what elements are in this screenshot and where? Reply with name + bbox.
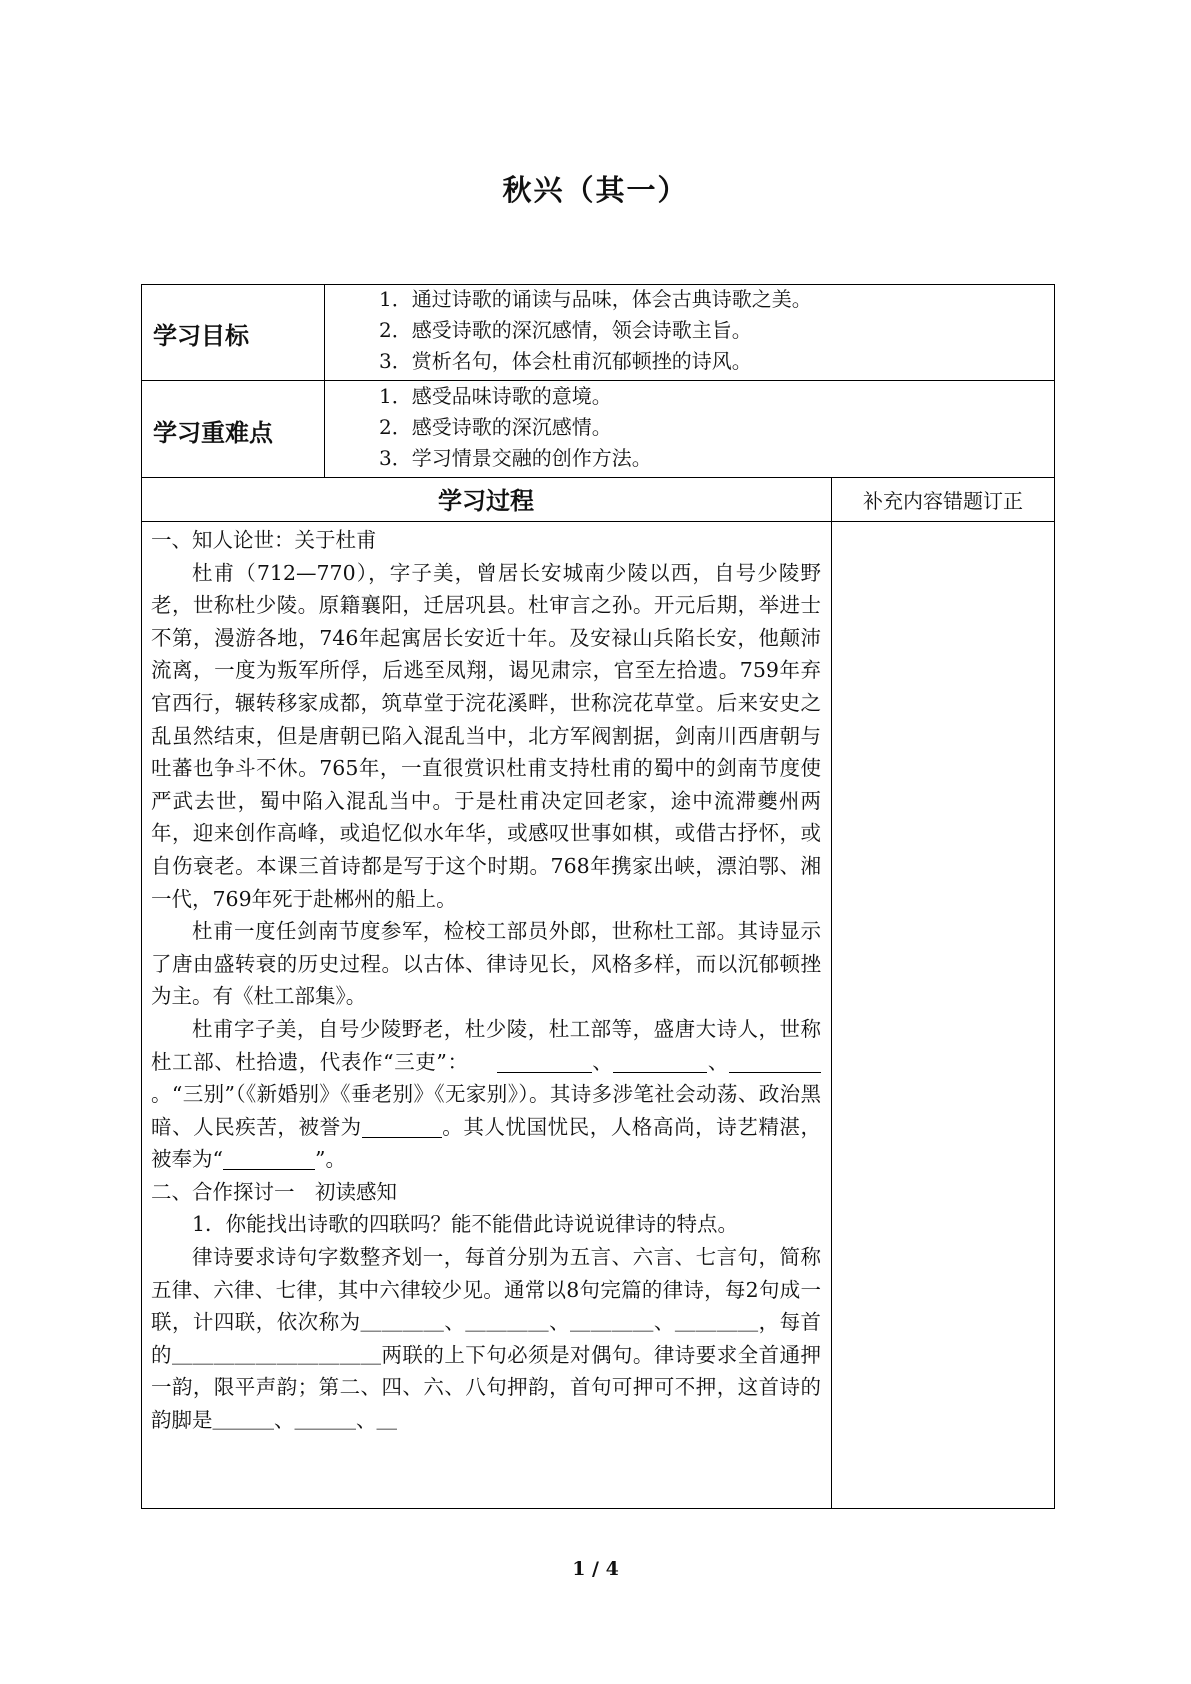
key-point-item: 3．学习情景交融的创作方法。 [379,446,652,470]
paragraph-text: 杜甫字子美，自号少陵野老，杜少陵，杜工部等，盛唐大诗人，世称杜工部、杜拾遗，代表作“三吏”： [151,1016,821,1074]
answer-blank[interactable]: ＿＿＿＿ [570,1310,654,1335]
answer-blank[interactable] [497,1050,592,1073]
separator: 、 [274,1408,295,1433]
objectives-label: 学习目标 [153,322,249,350]
answer-blank[interactable]: ＿ [376,1408,397,1433]
table-divider [141,477,1055,478]
separator: 、 [707,1049,729,1074]
table-divider [141,521,1055,522]
fill-in-paragraph [151,1241,821,1437]
paragraph-text: 。“三别”（《新婚别》《垂老别》《无家别》）。其诗多涉笔社会动荡、政治黑暗、人民疾苦，被誉为 [151,1082,821,1139]
paragraph-text: 两联的上下句必须是对偶句。律诗要求全首通押一韵，限平声韵；第二、四、六、八句押韵，首句可押可不押，这首诗的韵脚是 [151,1342,821,1433]
answer-blank[interactable]: ＿＿＿ [212,1408,274,1433]
page-number: 1 / 4 [572,1558,619,1580]
study-table [141,284,1055,1508]
page-title: 秋兴（其一） [502,173,689,207]
answer-blank[interactable] [613,1050,707,1073]
paragraph-text: 。其人忧国忧民，人格高尚，诗艺精湛，被奉为“ [151,1114,821,1172]
answer-blank[interactable] [223,1147,315,1170]
paragraph-text: 律诗要求诗句字数整齐划一，每首分别为五言、六言、七言句，简称五律、六律、七律，其中六律较少见。通常以8句完篇的律诗，每2句成一联，计四联，依次称为 [151,1245,821,1335]
answer-blank[interactable]: ＿＿＿ [294,1408,356,1433]
biography-paragraph: 杜甫（712—770），字子美，曾居长安城南少陵以西，自号少陵野老，世称杜少陵。原籍襄阳，迁居巩县。杜审言之孙。开元后期，举进士不第，漫游各地，746年起寓居长安近十年。及安禄山兵陷长安，他颠沛流离，一度为叛军所俘，后逃至凤翔，谒见肃宗，官至左拾遗。759年弃官西行，辗转移家成都，筑草堂于浣花溪畔，世称浣花草堂。后来安史之乱虽然结束，但是唐朝已陷入混乱当中，北方军阀割据，剑南川西唐朝与吐蕃也争斗不休。765年，一直很赏识杜甫支持杜甫的蜀中的剑南节度使严武去世，蜀中陷入混乱当中。于是杜甫决定回老家，途中流滞夔州两年，迎来创作高峰，或追忆似水年华，或感叹世事如棋，或借古抒怀，或自伤衰老。本课三首诗都是写于这个时期。768年携家出峡，漂泊鄂、湘一代，769年死于赴郴州的船上。 [151,560,821,911]
table-divider [831,477,832,1508]
answer-blank[interactable] [362,1115,442,1138]
answer-blank[interactable]: ＿＿＿＿ [465,1310,550,1335]
paragraph-text: ”。 [314,1147,346,1172]
objective-item: 1．通过诗歌的诵读与品味，体会古典诗歌之美。 [379,287,812,311]
separator: 、 [444,1310,466,1335]
table-divider [324,284,325,477]
separator: 、 [549,1310,571,1335]
answer-blank[interactable]: ＿＿＿＿ [360,1310,445,1335]
separator: 、 [356,1408,377,1433]
question: 1．你能找出诗歌的四联吗？能不能借此诗说说律诗的特点。 [192,1212,739,1237]
table-border-left [141,284,142,1508]
key-points-label: 学习重难点 [153,419,273,447]
table-border-right [1054,284,1055,1508]
section-title: 二、合作探讨一 初读感知 [151,1179,397,1204]
fill-in-paragraph [151,1013,821,1176]
process-content [151,524,821,1504]
answer-blank[interactable] [729,1050,821,1073]
objective-item: 3．赏析名句，体会杜甫沉郁顿挫的诗风。 [379,349,752,373]
key-point-item: 1．感受品味诗歌的意境。 [379,384,612,408]
key-point-item: 2．感受诗歌的深沉感情。 [379,415,612,439]
objective-item: 2．感受诗歌的深沉感情，领会诗歌主旨。 [379,318,752,342]
separator: 、 [653,1310,675,1335]
table-border-bottom [141,1508,1055,1509]
answer-blank[interactable]: ＿＿＿＿ [674,1310,759,1335]
biography-paragraph: 杜甫一度任剑南节度参军，检校工部员外郎，世称杜工部。其诗显示了唐由盛转衰的历史过程。以古体、律诗见长，风格多样，而以沉郁顿挫为主。有《杜工部集》。 [151,919,821,1009]
paragraph-text: ，每首的 [151,1310,821,1367]
section-title: 一、知人论世：关于杜甫 [151,528,377,552]
supplement-header: 补充内容错题订正 [863,489,1023,513]
answer-blank[interactable]: ＿＿＿＿＿＿＿＿＿＿ [171,1342,382,1367]
process-header: 学习过程 [438,487,534,515]
separator: 、 [591,1049,614,1074]
